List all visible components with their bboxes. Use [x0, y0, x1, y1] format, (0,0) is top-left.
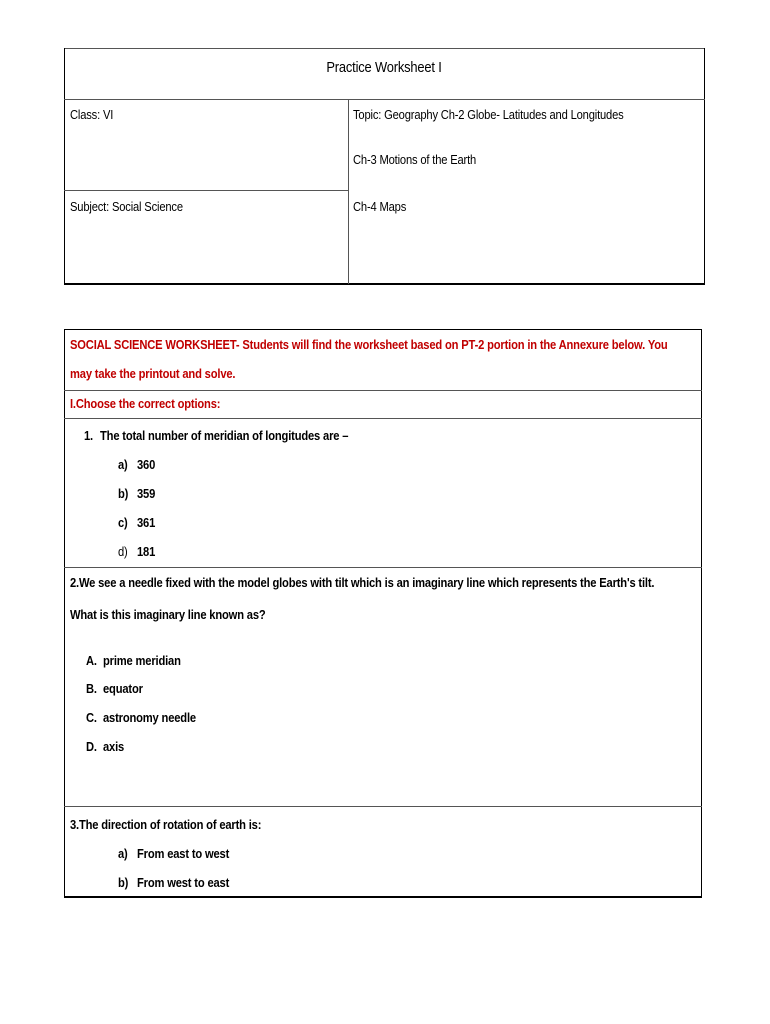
row-divider-2: [64, 418, 702, 419]
q2-option-c-label: C.: [86, 710, 97, 725]
q2-option-d-text: axis: [103, 739, 125, 754]
q2-option-b-label: B.: [86, 681, 97, 696]
q1-option-d-label: d): [118, 544, 128, 559]
q2-option-d-label: D.: [86, 739, 97, 754]
q3-option-b-label: b): [118, 875, 129, 890]
class-label: Class: VI: [70, 107, 114, 122]
q2-option-a-label: A.: [86, 653, 97, 668]
worksheet-border-top: [64, 329, 702, 330]
header-border-right: [704, 48, 705, 284]
q2-option-c-text: astronomy needle: [103, 710, 196, 725]
header-border-bottom: [64, 283, 705, 285]
header-border-top: [64, 48, 705, 49]
worksheet-border-left: [64, 329, 65, 898]
q2-option-b-text: equator: [103, 681, 143, 696]
topic-line-3: Ch-4 Maps: [353, 199, 407, 214]
header-border-left: [64, 48, 65, 284]
q1-option-b-label: b): [118, 486, 129, 501]
q1-option-c-label: c): [118, 515, 128, 530]
header-column-divider: [348, 99, 349, 284]
q3-option-a-text: From east to west: [137, 846, 230, 861]
topic-line-1: Topic: Geography Ch-2 Globe- Latitudes and Longitudes: [353, 107, 624, 122]
header-left-divider: [64, 190, 349, 191]
q2-option-a-text: prime meridian: [103, 653, 181, 668]
topic-line-2: Ch-3 Motions of the Earth: [353, 152, 477, 167]
q1-text: The total number of meridian of longitudes are –: [100, 428, 349, 443]
q1-option-d-text: 181: [137, 544, 156, 559]
row-divider-1: [64, 390, 702, 391]
q1-number: 1.: [84, 428, 93, 443]
worksheet-border-bottom: [64, 896, 702, 898]
q2-line-2: What is this imaginary line known as?: [70, 607, 266, 622]
q1-option-b-text: 359: [137, 486, 156, 501]
q3-option-a-label: a): [118, 846, 128, 861]
q1-option-c-text: 361: [137, 515, 156, 530]
q1-option-a-text: 360: [137, 457, 156, 472]
row-divider-3: [64, 567, 702, 568]
q2-line-1: 2.We see a needle fixed with the model globes with tilt which is an imaginary line which represents the Earth's tilt.: [70, 575, 655, 590]
q1-option-a-label: a): [118, 457, 128, 472]
q3-text: 3.The direction of rotation of earth is:: [70, 817, 262, 832]
worksheet-title: Practice Worksheet I: [326, 59, 442, 76]
row-divider-4: [64, 806, 702, 807]
intro-line-1: SOCIAL SCIENCE WORKSHEET- Students will find the worksheet based on PT-2 portion in the Annexure below. You: [70, 337, 668, 352]
intro-line-2: may take the printout and solve.: [70, 366, 236, 381]
worksheet-border-right: [701, 329, 702, 898]
section-heading: I.Choose the correct options:: [70, 396, 221, 411]
q3-option-b-text: From west to east: [137, 875, 230, 890]
subject-label: Subject: Social Science: [70, 199, 183, 214]
header-title-divider: [64, 99, 705, 100]
